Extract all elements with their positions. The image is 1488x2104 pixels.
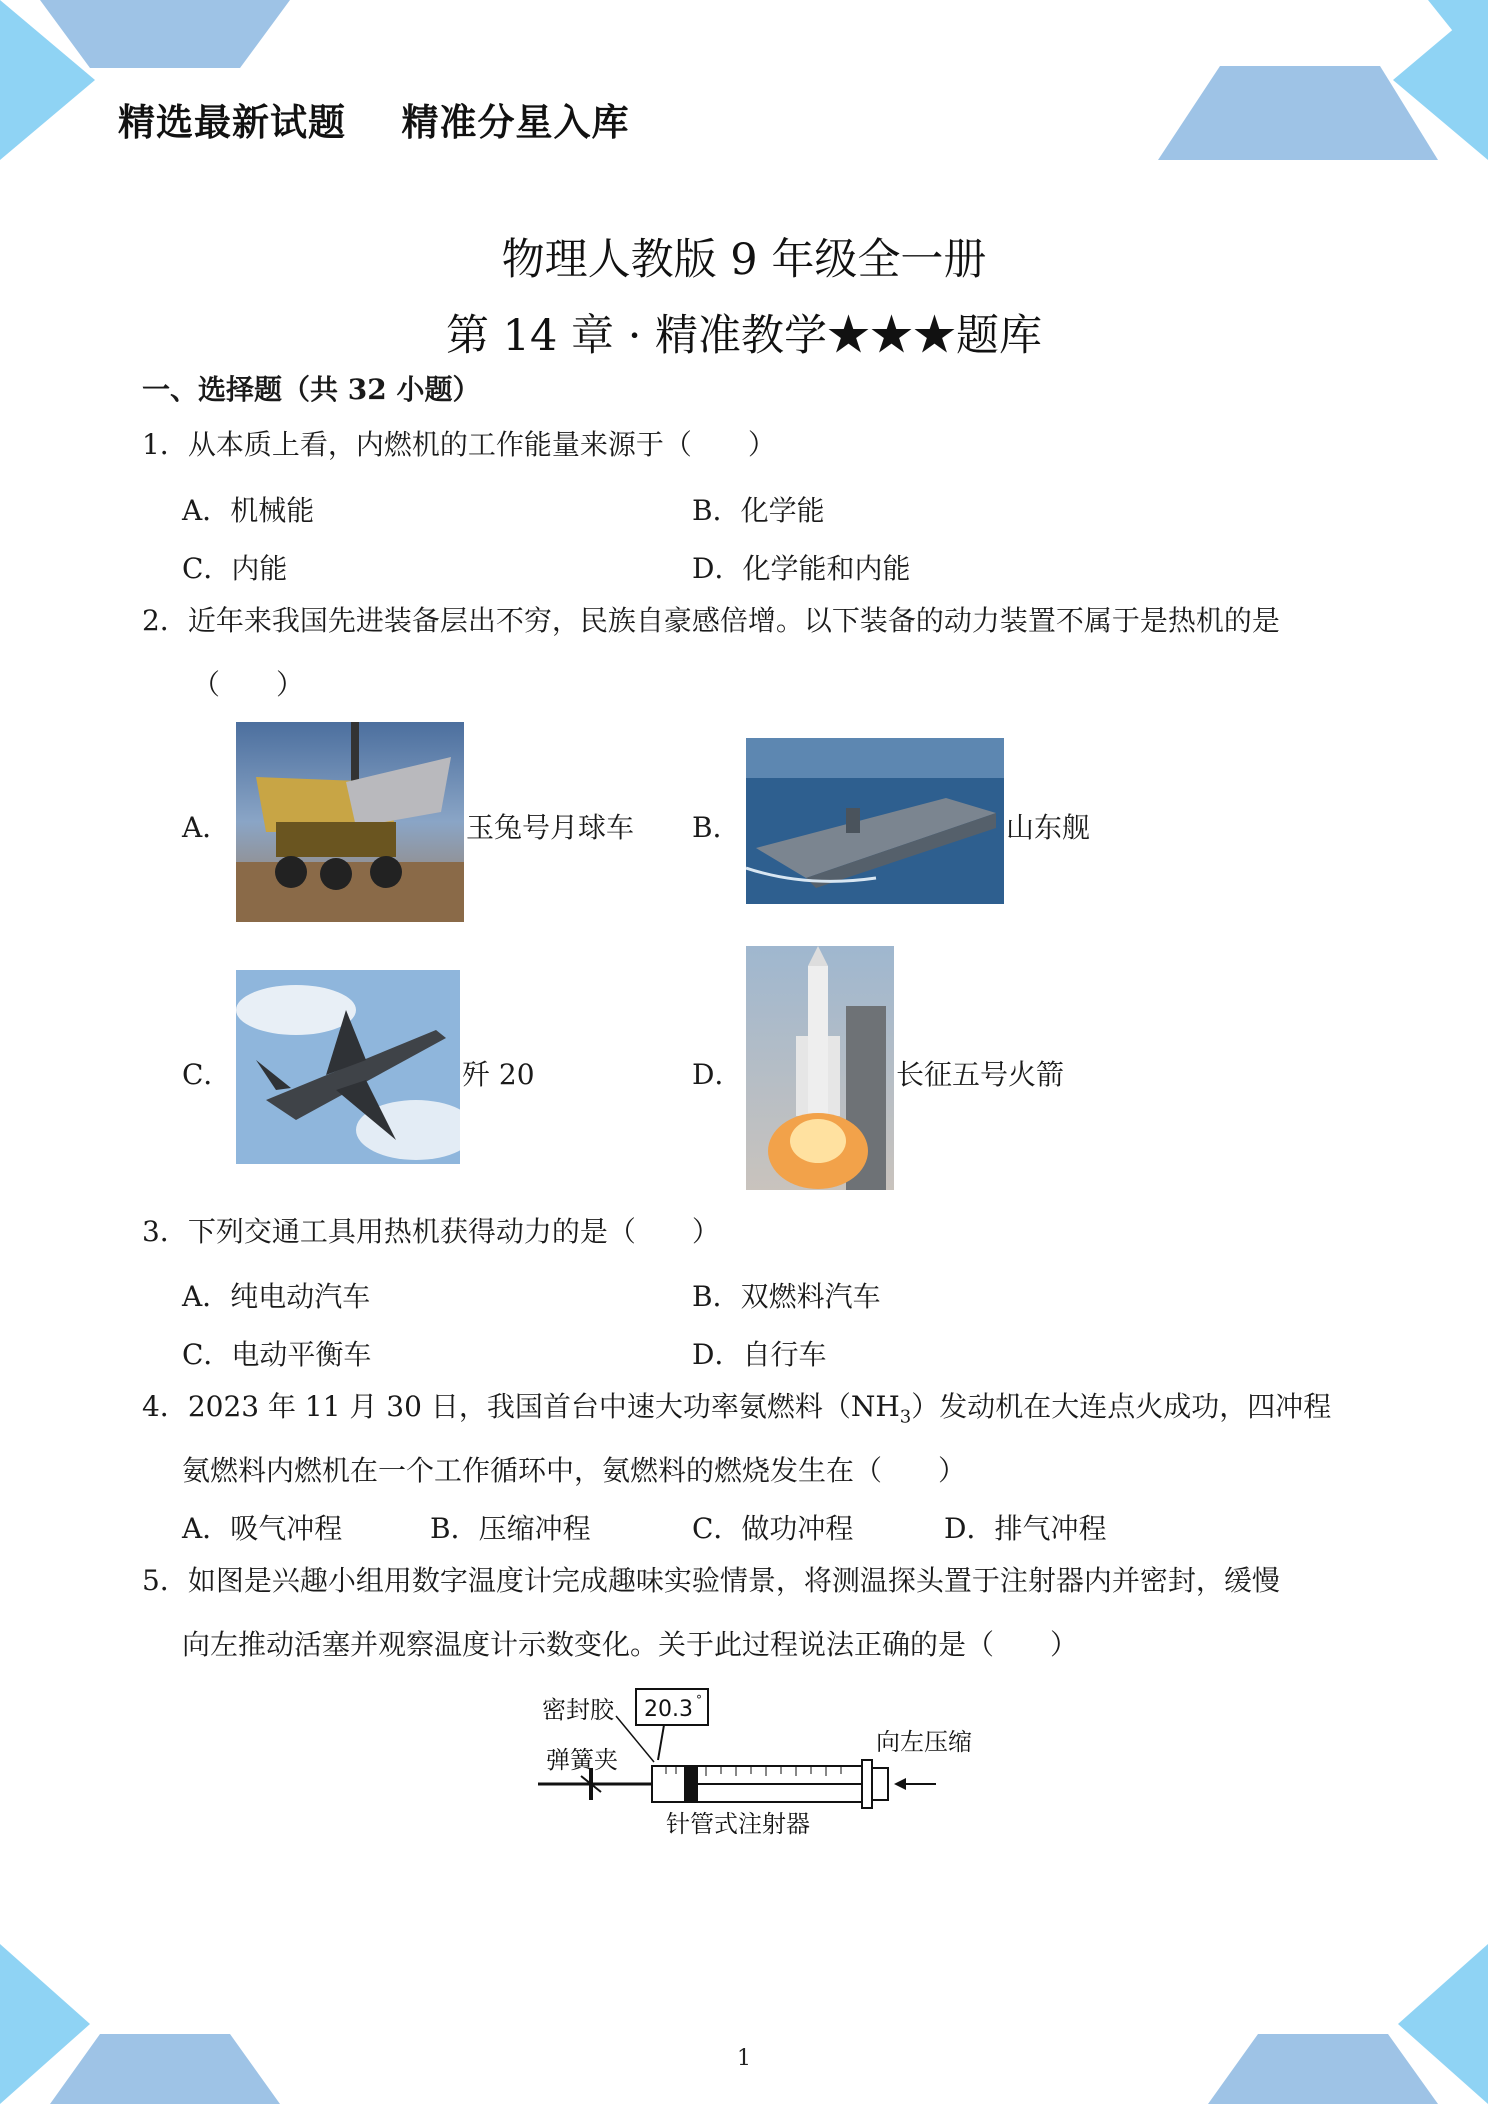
q4-stem-subscript: 3 [899, 1406, 912, 1428]
question-3-stem: 3．下列交通工具用热机获得动力的是（ ） [142, 1215, 720, 1248]
q2-option-c-text: 歼 20 [462, 1058, 535, 1091]
q2-option-b-text: 山东舰 [1006, 811, 1091, 844]
q1-option-a: A．机械能 [182, 494, 315, 527]
press-arrow-head [894, 1778, 906, 1790]
question-4-stem [142, 1378, 1331, 1447]
q2-option-c-label: C． [182, 1058, 232, 1091]
q2-stem-continued: （ ） [192, 668, 305, 701]
section-heading: 一、选择题（共 32 小题） [142, 373, 481, 406]
page-number: 1 [737, 2046, 751, 2071]
syringe-piston [684, 1766, 698, 1802]
q3-option-d: D．自行车 [692, 1338, 827, 1371]
q4-option-d: D．排气冲程 [944, 1512, 1107, 1545]
rocket-launch-image [746, 946, 894, 1190]
q5-stem-continued: 向左推动活塞并观察温度计示数变化。关于此过程说法正确的是（ ） [182, 1628, 1079, 1661]
top-right-decoration [1158, 0, 1488, 170]
seal-label: 密封胶 [542, 1696, 614, 1724]
lunar-rover-image [236, 722, 464, 922]
q2-option-d-text: 长征五号火箭 [896, 1058, 1065, 1091]
bottom-right-decoration [1188, 1924, 1488, 2104]
syringe-label: 针管式注射器 [666, 1810, 810, 1838]
q4-option-c: C．做功冲程 [692, 1512, 854, 1545]
q2-option-d-label: D． [692, 1058, 743, 1091]
q1-option-d: D．化学能和内能 [692, 552, 911, 585]
q1-option-b: B．化学能 [692, 494, 825, 527]
q2-option-a-label: A． [182, 811, 231, 844]
q3-option-c: C．电动平衡车 [182, 1338, 372, 1371]
q4-stem-post: ）发动机在大连点火成功，四冲程 [911, 1390, 1332, 1423]
header-slogan: 精选最新试题 精准分星入库 [118, 101, 630, 144]
doc-subtitle: 第 14 章 · 精准教学★★★题库 [445, 311, 1043, 361]
clip-label: 弹簧夹 [546, 1746, 618, 1774]
q4-stem-pre: 4．2023 年 11 月 30 日，我国首台中速大功率氨燃料（NH [142, 1390, 900, 1423]
fighter-jet-image [236, 970, 460, 1164]
question-2-stem: 2．近年来我国先进装备层出不穷，民族自豪感倍增。以下装备的动力装置不属于是热机的是 [142, 604, 1280, 637]
aircraft-carrier-image [746, 738, 1004, 904]
probe-wire [658, 1725, 664, 1760]
syringe-diagram [536, 1684, 996, 1842]
q1-option-c: C．内能 [182, 552, 288, 585]
q3-option-a: A．纯电动汽车 [182, 1280, 371, 1313]
doc-title: 物理人教版 9 年级全一册 [501, 235, 987, 285]
question-1-stem: 1．从本质上看，内燃机的工作能量来源于（ ） [142, 428, 776, 461]
q2-option-b-label: B． [692, 811, 741, 844]
press-label: 向左压缩 [876, 1728, 972, 1756]
q2-option-a-text: 玉兔号月球车 [466, 811, 635, 844]
degree-mark: ° [696, 1693, 702, 1707]
barrel-flange [862, 1760, 872, 1808]
plunger-thumb [872, 1768, 888, 1800]
q4-stem-continued: 氨燃料内燃机在一个工作循环中，氨燃料的燃烧发生在（ ） [182, 1454, 967, 1487]
q4-option-b: B．压缩冲程 [430, 1512, 591, 1545]
q3-option-b: B．双燃料汽车 [692, 1280, 881, 1313]
thermometer-reading: 20.3 [644, 1697, 693, 1722]
q4-option-a: A．吸气冲程 [182, 1512, 343, 1545]
bottom-left-decoration [0, 1924, 300, 2104]
question-5-stem: 5．如图是兴趣小组用数字温度计完成趣味实验情景，将测温探头置于注射器内并密封，缓慢 [142, 1564, 1280, 1597]
